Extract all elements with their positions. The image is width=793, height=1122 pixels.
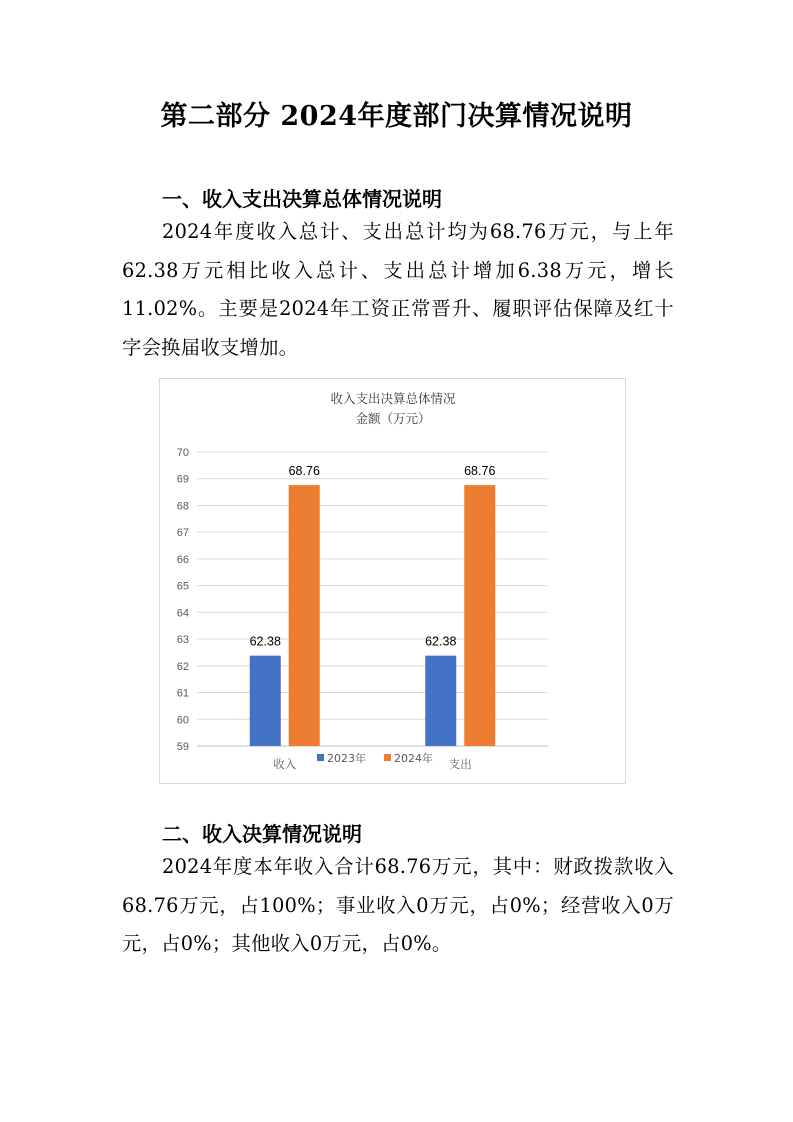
y-tick-label: 68	[176, 500, 189, 513]
data-label: 62.38	[425, 634, 457, 649]
data-label: 68.76	[464, 464, 496, 479]
x-category-label: 支出	[448, 757, 472, 771]
paragraph-income-expense-summary: 2024年度收入总计、支出总计均为68.76万元，与上年62.38万元相比收入总计、支出总计增加6.38万元，增长11.02%。主要是2024年工资正常晋升、履职评估保障及红十字会换届收支增加。	[122, 220, 674, 359]
chart-subtitle: 金额（万元）	[355, 411, 431, 426]
y-tick-label: 67	[176, 527, 189, 540]
y-tick-label: 65	[176, 580, 189, 593]
y-tick-label: 66	[176, 553, 189, 566]
chart-canvas	[160, 379, 627, 785]
y-tick-label: 59	[176, 741, 189, 753]
y-tick-label: 60	[176, 714, 189, 727]
legend-swatch	[384, 754, 391, 761]
bar	[464, 485, 495, 746]
section-heading-income: 二、收入决算情况说明	[162, 822, 362, 846]
chart-title: 收入支出决算总体情况	[330, 391, 456, 406]
y-tick-label: 62	[176, 660, 189, 673]
data-label: 68.76	[288, 464, 320, 479]
y-tick-label: 69	[176, 473, 189, 486]
legend-label: 2023年	[327, 752, 366, 765]
data-label: 62.38	[249, 634, 281, 649]
y-tick-label: 70	[176, 447, 189, 459]
bar	[425, 656, 456, 746]
x-category-label: 收入	[273, 757, 297, 771]
y-tick-label: 61	[176, 687, 189, 700]
page-title: 第二部分 2024年度部门决算情况说明	[160, 101, 633, 132]
legend-swatch	[317, 754, 324, 761]
paragraph-income-detail: 2024年度本年收入合计68.76万元，其中：财政拨款收入68.76万元，占100%；事业收入0万元，占0%；经营收入0万元，占0%；其他收入0万元，占0%。	[122, 855, 674, 955]
y-tick-label: 63	[176, 634, 189, 647]
y-tick-label: 64	[176, 607, 189, 620]
legend-label: 2024年	[394, 752, 433, 765]
bar	[289, 485, 320, 746]
bar	[250, 656, 281, 746]
income-expense-chart	[159, 378, 626, 784]
section-heading-income-expense: 一、收入支出决算总体情况说明	[162, 187, 442, 211]
